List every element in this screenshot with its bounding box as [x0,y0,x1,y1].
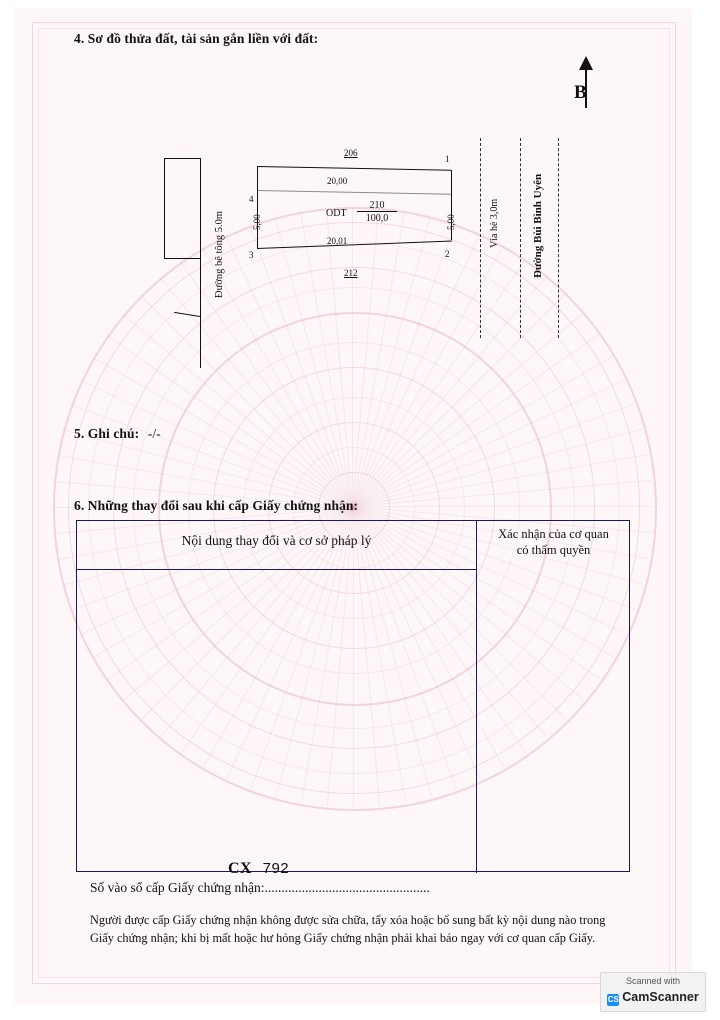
changes-table [76,520,630,872]
footnote-line-2: Giấy chứng nhận; khi bị mất hoặc hư hỏng Giấy chứng nhận phải khai báo ngay với cơ quan cấp Giấy. [90,930,596,945]
section-5-value: -/- [147,426,161,441]
road-left-boundary-tail [174,312,200,317]
stamp-number: 792 [262,860,290,877]
document-content [14,8,692,1004]
footnote-line-1: Người được cấp Giấy chứng nhận không được sửa chữa, tẩy xóa hoặc bổ sung bất kỳ nội dung nào trong [90,913,606,927]
road-left-label: Đường bê tông 5.0m [214,210,225,298]
dim-left-label: 5,00 [252,214,262,230]
table-header-content: Nội dung thay đổi và cơ sở pháp lý [181,533,372,548]
table-header-authority-line2: có thẩm quyền [516,542,591,557]
section-5-title [74,426,161,442]
camscanner-bottom-text [601,990,705,1006]
road-left-boundary-stub-top [164,158,201,159]
road-right-label: Đường Bùi Bình Uyên [532,173,544,278]
parcel-number-area [357,200,397,223]
dim-bottom-label: 20,01 [327,236,348,246]
corner-label-4: 4 [249,194,254,204]
road-left-boundary-vertical [200,158,201,368]
dim-top-label: 20,00 [327,176,348,186]
sidewalk-label: Vỉa hè 3,0m [489,198,500,248]
dim-right-label: 5,00 [446,214,456,230]
section-6-title: 6. Những thay đổi sau khi cấp Giấy chứng nhận: [74,498,359,513]
north-label: B [574,82,587,103]
corner-label-1: 1 [445,154,450,164]
adjacent-parcel-top: 206 [344,148,358,158]
sidewalk-line-left [480,138,481,338]
north-arrow [566,56,606,116]
road-left-boundary-stub-mid [164,158,165,258]
section-5-label: 5. Ghi chú: [74,426,140,441]
parcel-inner-line [257,190,451,195]
table-header-divider [77,569,476,570]
table-header-authority [476,527,631,558]
table-header-authority-line1: Xác nhận của cơ quan [498,527,609,541]
parcel-area: 100,0 [365,213,389,224]
road-left-boundary-stub-bottom [164,258,201,259]
corner-label-2: 2 [445,249,450,259]
parcel-diagram [144,138,564,378]
parcel-number: 210 [357,200,397,212]
camscanner-badge-icon: CS [607,995,619,1004]
table-column-divider [476,521,477,873]
footnote [90,912,625,948]
parcel-edge-top [257,166,451,171]
road-right-line [558,138,559,338]
stamp-prefix: CX [228,860,253,877]
sidewalk-line-right [520,138,521,338]
camscanner-top-text: Scanned with [625,976,681,986]
book-number-line: Số vào sổ cấp Giấy chứng nhận:................................................. [90,880,430,895]
scanned-certificate-page [14,8,692,1004]
adjacent-parcel-bottom: 212 [344,268,358,278]
corner-label-3: 3 [249,250,254,260]
parcel-edge-left [257,166,258,248]
camscanner-name: CamScanner [622,990,699,1004]
camscanner-watermark [600,972,706,1012]
section-4-title: 4. Sơ đồ thửa đất, tài sản gắn liền với đất: [74,31,319,46]
certificate-stamp [228,860,289,878]
parcel-edge-bottom [257,241,452,249]
parcel-type-code: ODT [326,208,347,219]
